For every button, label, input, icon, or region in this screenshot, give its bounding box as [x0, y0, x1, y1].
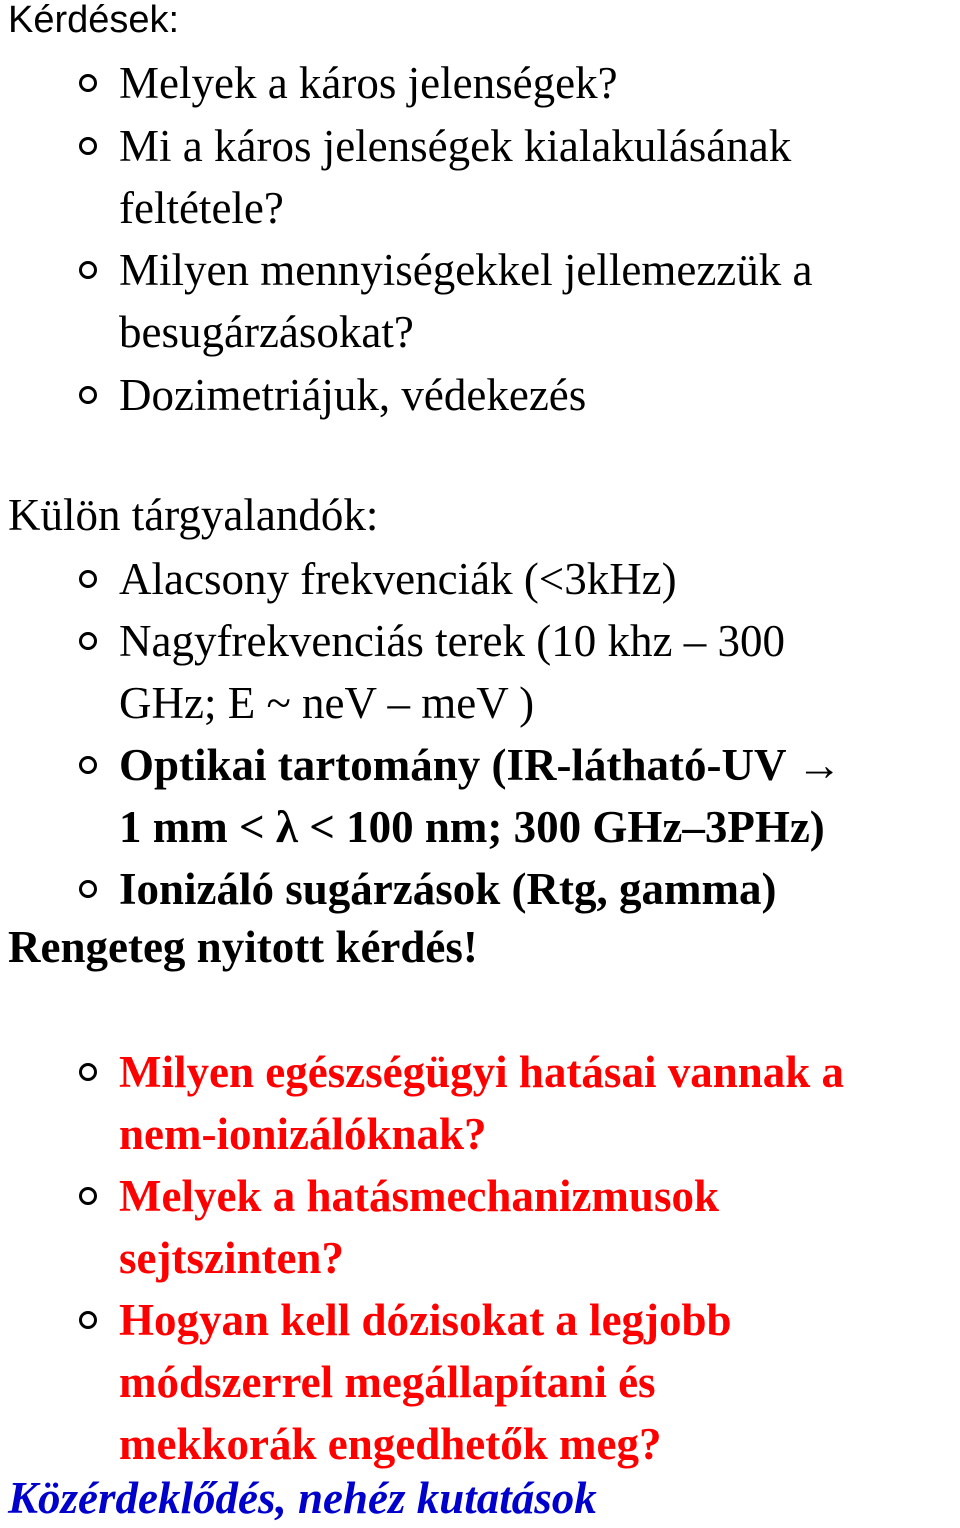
question-2-line-2: feltétele?	[119, 183, 284, 233]
open-question-3-line-2: módszerrel megállapítani és	[119, 1357, 656, 1407]
open-question-3-line-1: Hogyan kell dózisokat a legjobb	[119, 1295, 732, 1345]
bullet-icon	[79, 756, 97, 774]
bullet-icon	[79, 137, 97, 155]
bullet-icon	[79, 386, 97, 404]
bullet-icon	[79, 1187, 97, 1205]
open-questions-heading: Rengeteg nyitott kérdés!	[8, 922, 478, 972]
topic-3-line-2: 1 mm < λ < 100 nm; 300 GHz–3PHz)	[119, 802, 825, 852]
topic-3-line-1: Optikai tartomány (IR-látható-UV →	[119, 740, 842, 790]
bullet-icon	[79, 880, 97, 898]
question-3-line-2: besugárzásokat?	[119, 307, 414, 357]
footer-text: Közérdeklődés, nehéz kutatások	[8, 1473, 597, 1523]
heading-separate-topics: Külön tárgyalandók:	[8, 490, 379, 540]
bullet-icon	[79, 1063, 97, 1081]
open-question-1-line-1: Milyen egészségügyi hatásai vannak a	[119, 1047, 845, 1097]
open-question-1-line-2: nem-ionizálóknak?	[119, 1109, 487, 1159]
topic-2-line-2: GHz; E ~ neV – meV )	[119, 678, 535, 728]
question-1-line-1: Melyek a káros jelenségek?	[119, 58, 618, 108]
topic-2-line-1: Nagyfrekvenciás terek (10 khz – 300	[119, 616, 785, 666]
bullet-icon	[79, 632, 97, 650]
question-2-line-1: Mi a káros jelenségek kialakulásának	[119, 121, 792, 171]
open-question-3-line-3: mekkorák engedhetők meg?	[119, 1419, 662, 1469]
bullet-icon	[79, 1311, 97, 1329]
topic-4-line-1: Ionizáló sugárzások (Rtg, gamma)	[119, 864, 777, 914]
question-3-line-1: Milyen mennyiségekkel jellemezzük a	[119, 245, 813, 295]
bullet-icon	[79, 570, 97, 588]
question-4-line-1: Dozimetriájuk, védekezés	[119, 370, 587, 420]
topic-1-line-1: Alacsony frekvenciák (<3kHz)	[119, 554, 677, 604]
bullet-icon	[79, 74, 97, 92]
bullet-icon	[79, 261, 97, 279]
open-question-2-line-2: sejtszinten?	[119, 1233, 344, 1283]
heading-questions: Kérdések:	[8, 0, 180, 41]
open-question-2-line-1: Melyek a hatásmechanizmusok	[119, 1171, 719, 1221]
